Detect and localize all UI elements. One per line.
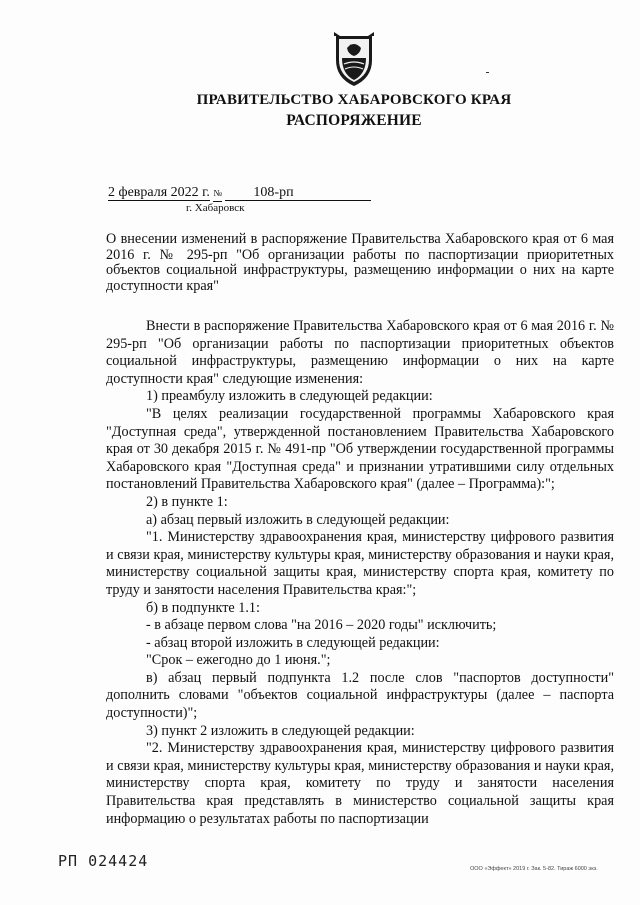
body-paragraph: 1) преамбулу изложить в следующей редакции: [146, 388, 433, 405]
document-number: 108-рп [225, 185, 371, 201]
document-type-title: РАСПОРЯЖЕНИЕ [286, 112, 422, 129]
print-info: ООО «Эффект» 2019 г. Зак. 5-82. Тираж 6000 экз. [470, 866, 598, 872]
document-date: 2 февраля 2022 г. [108, 185, 210, 200]
body-paragraph: б) в подпункте 1.1: [146, 599, 260, 616]
body-paragraph: 2) в пункте 1: [146, 493, 228, 510]
body-paragraph: "Срок – ежегодно до 1 июня."; [146, 652, 331, 669]
scan-dot [486, 72, 489, 73]
khabarovsk-coat-of-arms-icon [330, 30, 378, 88]
body-paragraph: "В целях реализации государственной программы Хабаровского края "Доступная среда", утвержденной постановлением Правительства Хабаровского края от 30 декабря 2015 г. № 491-пр "Об утверждении государственной программы Хабаровского края "Доступная среда" и признании утратившими силу отдельных постановлений Правительства Хабаровского края" (далее – Программа):"; [106, 405, 614, 493]
body-paragraph: в) абзац первый подпункта 1.2 после слов "паспортов доступности" дополнить словами "объектов социальной инфраструктуры (далее – паспорта доступности)"; [106, 669, 614, 722]
form-serial-number: РП 024424 [58, 852, 149, 870]
body-paragraph: "2. Министерству здравоохранения края, министерству цифрового развития и связи края, министерству культуры края, министерству образования и науки края, министерству спорта края, комитету по труду и занятости населения Правительства края представлять в министерство социальной защиты края информацию о результатах работы по паспортизации [106, 740, 614, 827]
body-paragraph: а) абзац первый изложить в следующей редакции: [146, 511, 450, 528]
body-paragraph: 3) пункт 2 изложить в следующей редакции: [146, 722, 415, 739]
government-title: ПРАВИТЕЛЬСТВО ХАБАРОВСКОГО КРАЯ [196, 92, 512, 108]
date-number-line [108, 185, 371, 202]
body-paragraph: Внести в распоряжение Правительства Хабаровского края от 6 мая 2016 г. № 295-рп "Об организации работы по паспортизации приоритетных объектов социальной инфраструктуры, размещению информации о них на карте доступности края" следующие изменения: [106, 318, 614, 387]
document-subject: О внесении изменений в распоряжение Правительства Хабаровского края от 6 мая 2016 г. № 295-рп "Об организации работы по паспортизации приоритетных объектов социальной инфраструктуры, размещению информации о них на карте доступности края" [106, 231, 614, 294]
body-paragraph: - в абзаце первом слова "на 2016 – 2020 годы" исключить; [146, 617, 497, 634]
document-body [106, 318, 614, 828]
number-label: № [213, 186, 222, 202]
city: г. Хабаровск [186, 202, 245, 214]
body-paragraph: "1. Министерству здравоохранения края, министерству цифрового развития и связи края, министерству культуры края, министерству образования и науки края, министерству социальной защиты края, министерству спорта края, комитету по труду и занятости населения Правительства края:"; [106, 529, 614, 598]
body-paragraph: - абзац второй изложить в следующей редакции: [146, 634, 440, 651]
